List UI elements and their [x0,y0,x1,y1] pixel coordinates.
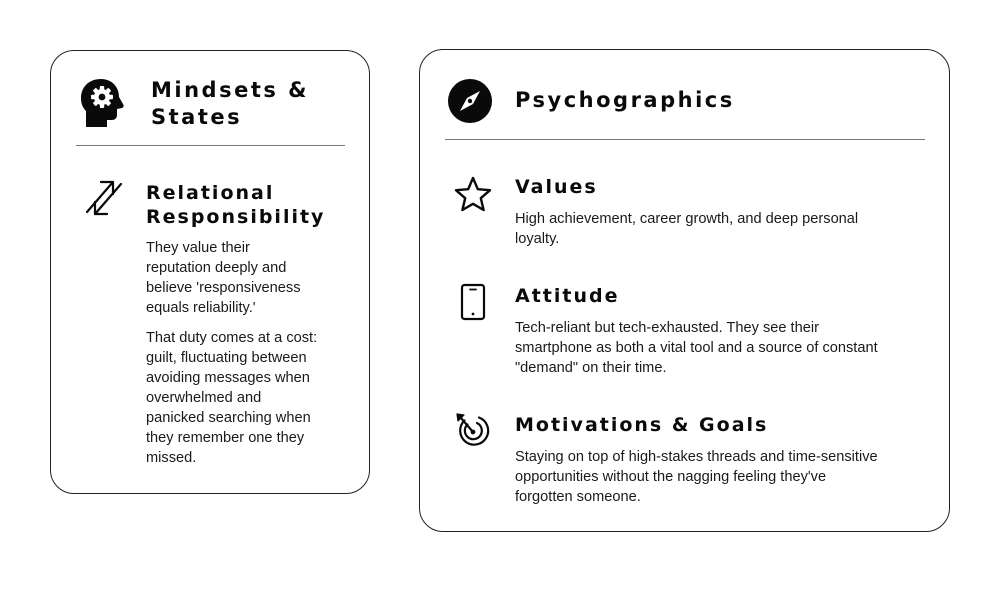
attitude-title: Attitude [515,285,620,307]
text-line: That duty comes at a cost: [146,330,318,346]
item-title-line1: Relational [146,182,275,204]
text-line: loyalty. [515,231,560,247]
attitude-text [515,318,925,378]
text-line: they remember one they [146,430,305,446]
mindsets-card [50,50,370,494]
text-line: forgotten someone. [515,489,641,505]
psychographics-divider [445,139,925,140]
item-title-line2: Responsibility [146,206,326,228]
text-line: Tech-reliant but tech-exhausted. They see their [515,320,819,336]
relational-responsibility-title [146,181,325,229]
text-line: believe 'responsiveness [146,280,301,296]
psychographics-card [419,49,950,532]
arrows-swap-icon [83,178,125,218]
smartphone-icon [460,283,486,321]
text-line: opportunities without the nagging feeling they've [515,469,827,485]
mindsets-divider [76,145,345,146]
text-line: High achievement, career growth, and deep personal [515,211,859,227]
mindsets-title-line1: Mindsets & [151,78,309,102]
star-icon [454,176,492,212]
values-title: Values [515,176,598,198]
text-line: panicked searching when [146,410,311,426]
motivations-text [515,447,925,507]
head-gear-icon [79,77,127,129]
text-line: smartphone as both a vital tool and a source of constant [515,340,878,356]
mindsets-title [151,77,309,131]
motivations-title: Motivations & Goals [515,414,769,436]
relational-paragraph-2 [146,328,361,468]
text-line: avoiding messages when [146,370,310,386]
mindsets-title-line2: States [151,105,243,129]
text-line: missed. [146,450,197,466]
text-line: "demand" on their time. [515,360,667,376]
text-line: They value their [146,240,250,256]
text-line: reputation deeply and [146,260,287,276]
psychographics-title: Psychographics [515,88,735,112]
compass-icon [447,78,493,124]
relational-paragraph-1 [146,238,361,318]
target-arrow-icon [455,412,491,448]
text-line: equals reliability.' [146,300,256,316]
text-line: guilt, fluctuating between [146,350,307,366]
values-text [515,209,925,249]
text-line: overwhelmed and [146,390,262,406]
text-line: Staying on top of high-stakes threads and time-sensitive [515,449,878,465]
